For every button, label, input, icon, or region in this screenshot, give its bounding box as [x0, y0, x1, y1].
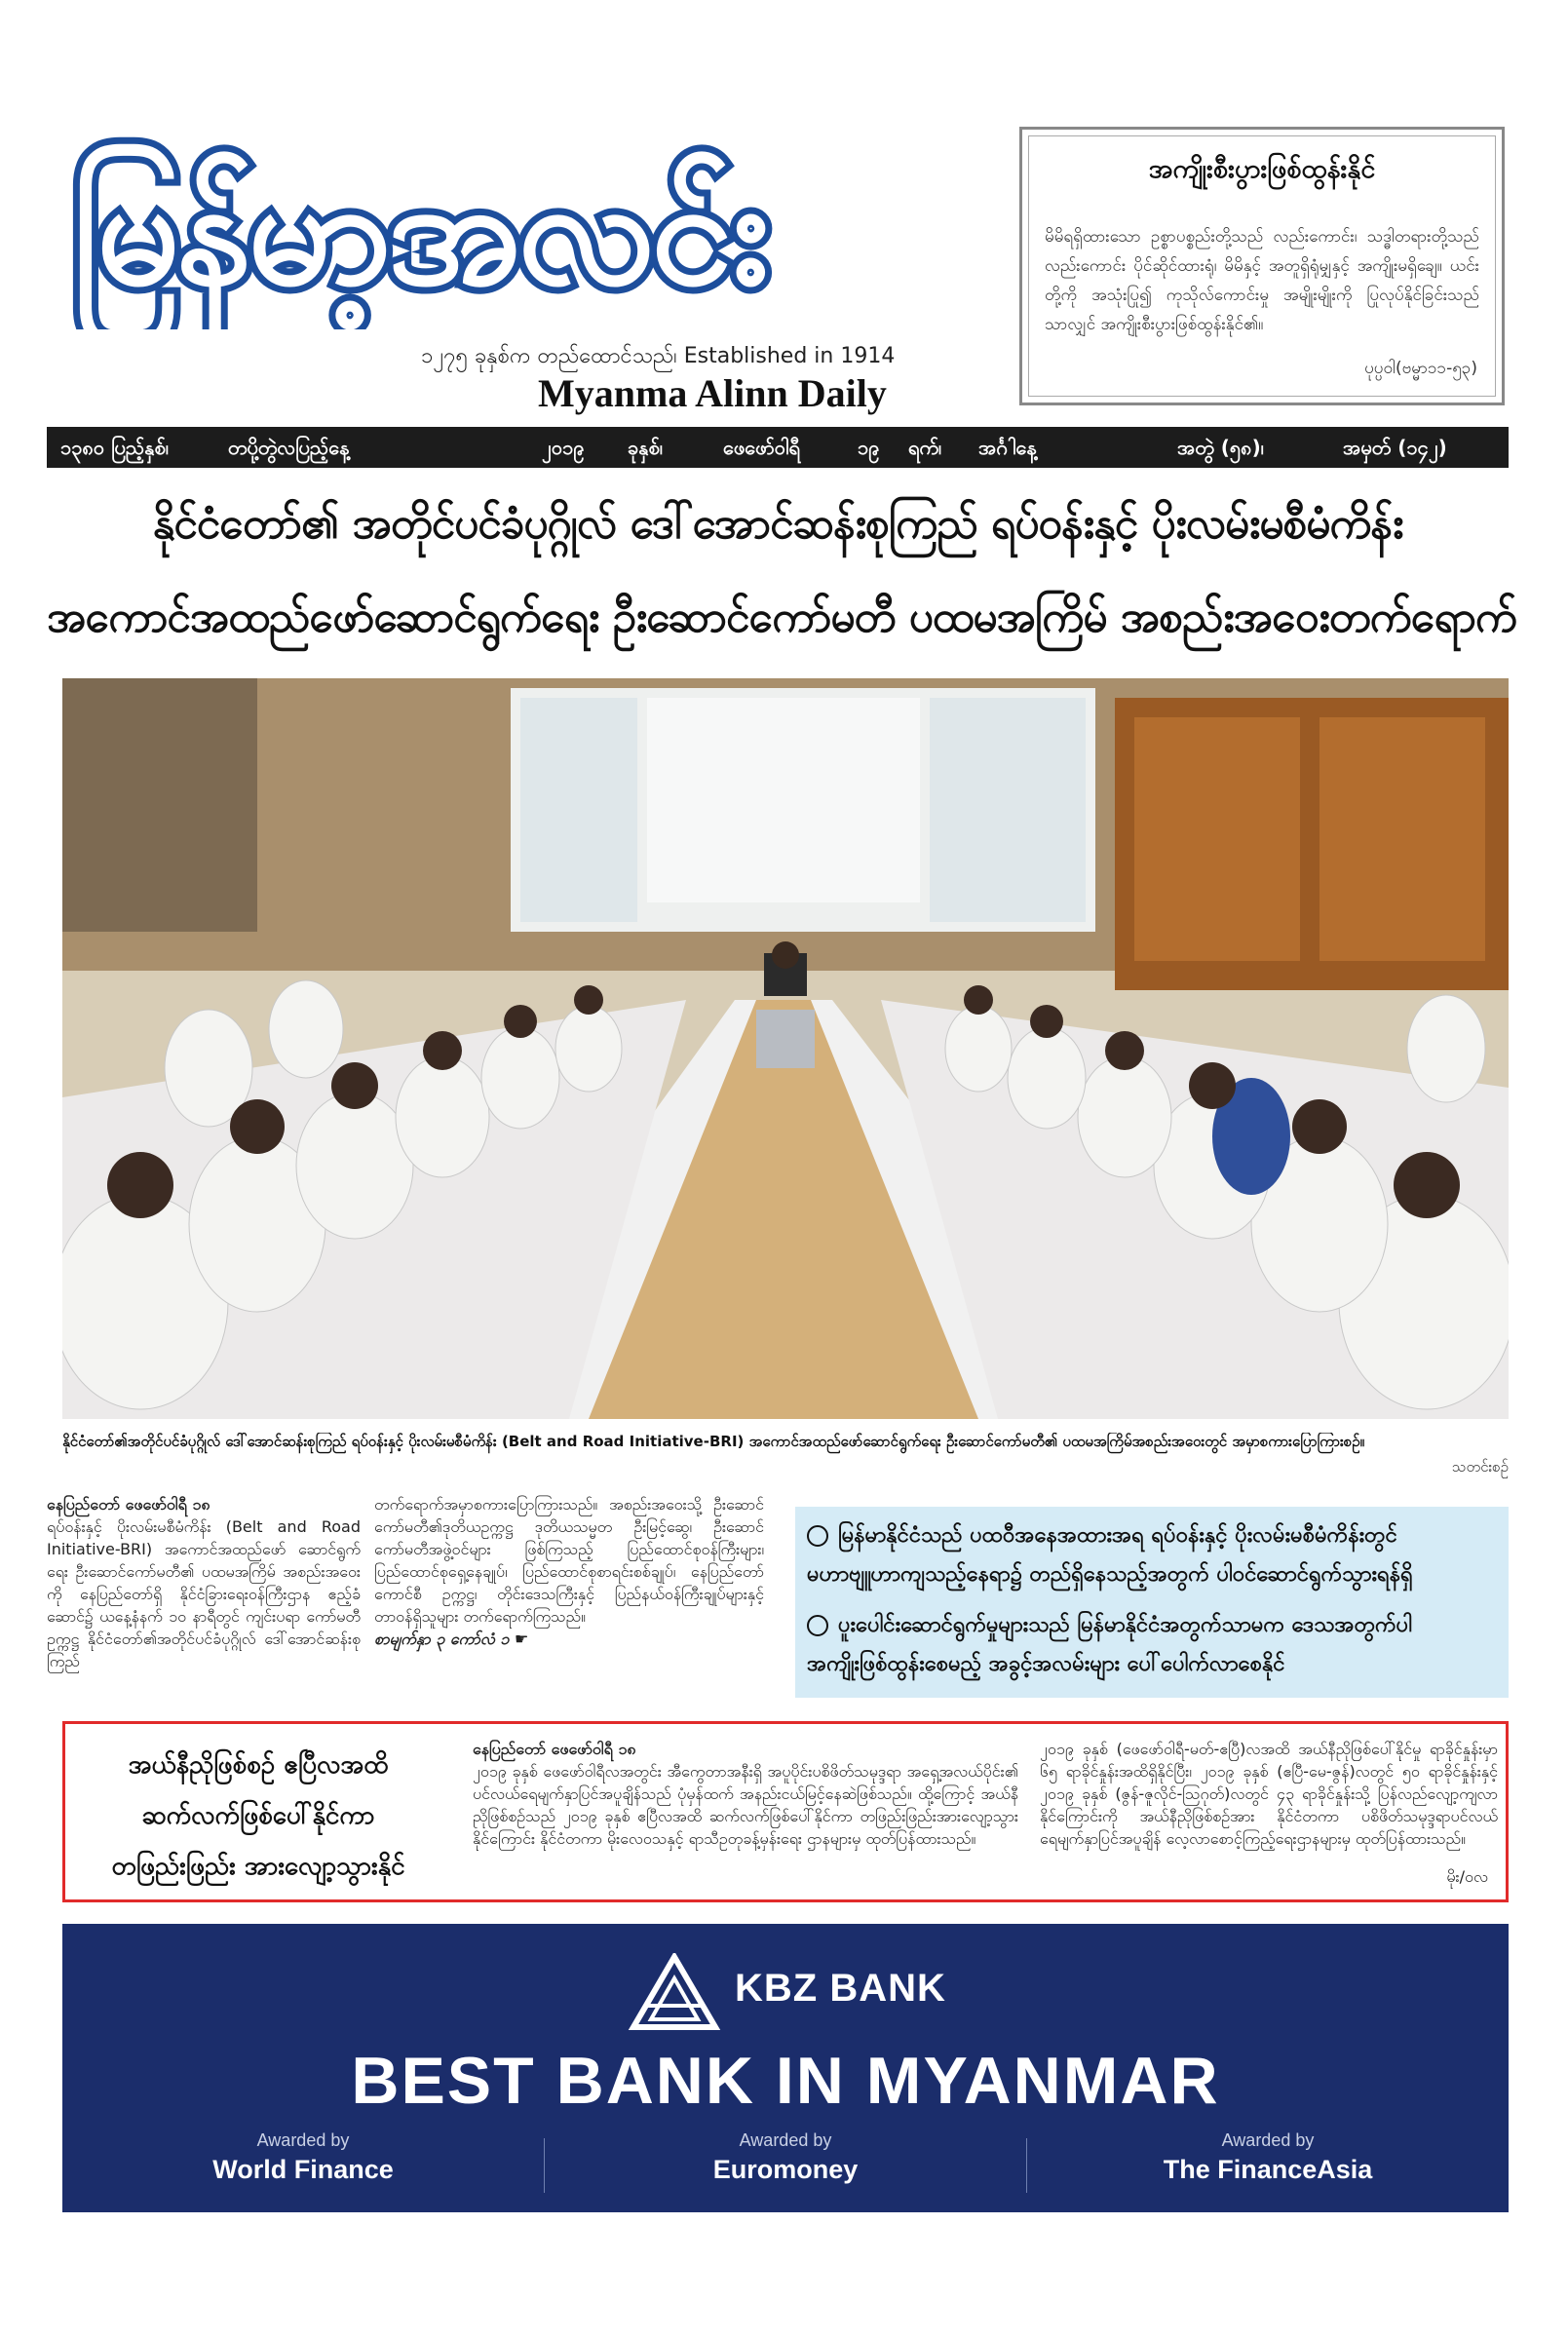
- photo-caption: နိုင်ငံတော်၏အတိုင်ပင်ခံပုဂ္ဂိုလ် ဒေါ်အောင်ဆန်းစုကြည် ရပ်ဝန်းနှင့် ပိုးလမ်းမစီမံကိန်း (Belt and Road Initiative-BRI) အကောင်အထည်ဖော်ဆောင်ရွက်ရေး ဦးဆောင်ကော်မတီ၏ ပထမအကြိမ်အစည်းအဝေးတွင် အမှာစကားပြောကြားစဉ်။: [62, 1433, 1365, 1450]
- date-month: ဖေဖော်ဝါရီ: [723, 436, 800, 459]
- meeting-photo-illustration: [62, 678, 1509, 1419]
- english-name: Myanma Alinn Daily: [538, 371, 887, 415]
- volume-number: အတွဲ (၅၈)၊: [1177, 436, 1264, 459]
- story-column-1: [47, 1493, 361, 1672]
- award-world-finance: [62, 2130, 544, 2185]
- date-year: ၂၀၁၉: [542, 436, 585, 459]
- date-weekday: အင်္ဂါနေ့: [978, 436, 1037, 459]
- established-line: ၁၂၇၅ ခုနှစ်က တည်ထောင်သည်၊ Established in 1914: [421, 344, 896, 368]
- el-nino-headline-line: အယ်နီညိုဖြစ်စဉ် ဧပြီလအထိ: [128, 1750, 389, 1780]
- el-nino-dateline: နေပြည်တော် ဖေဖော်ဝါရီ ၁၈: [473, 1740, 636, 1758]
- circle-bullet-icon: [807, 1615, 828, 1636]
- newspaper-title: မြန်မာ့အလင်း: [72, 146, 766, 318]
- kbz-logo-icon: [626, 1953, 723, 2031]
- el-nino-headline-line: ဆက်လက်ဖြစ်ပေါ်နိုင်ကာ: [141, 1801, 375, 1830]
- masthead: [62, 125, 951, 417]
- story-column-2: [374, 1493, 764, 1650]
- quote-citation: ပုပ္ပဝါ(ဗမ္မာ၁၁-၅၃): [1364, 359, 1477, 378]
- award-euromoney: [545, 2130, 1026, 2185]
- quote-box-inner: [1028, 135, 1496, 397]
- meeting-photo: [62, 678, 1509, 1419]
- quote-title: အကျိုးစီးပွားဖြစ်ထွန်းနိုင်: [1148, 154, 1376, 184]
- el-nino-column-1: [473, 1738, 1018, 1850]
- award-org: The FinanceAsia: [1163, 2155, 1373, 2184]
- el-nino-headline: [83, 1740, 434, 1892]
- el-nino-text-col1: ၂၀၁၉ ခုနှစ် ဖေဖော်ဝါရီလအတွင်း အီကွေတာအနီးရှိ အပူပိုင်းပစိဖိတ်သမုဒ္ဒရာ အရှေ့အလယ်ပိုင်း၏ ပင်လယ်ရေမျက်နှာပြင်အပူချိန်သည် ပုံမှန်ထက် အနည်းငယ်မြင့်နေဆဲဖြစ်သည်။ ထို့ကြောင့် အယ်နီညိုဖြစ်စဉ်သည် ၂၀၁၉ ခုနှစ် ဧပြီလအထိ ဆက်လက်ဖြစ်ပေါ်နိုင်ကာ တဖြည်းဖြည်းအားလျော့သွားနိုင်ကြောင်း နိုင်ငံတကာ မိုးလေဝသနှင့် ရာသီဥတုခန့်မှန်းရေး ဌာနများမှ ထုတ်ပြန်ထားသည်။: [473, 1762, 1018, 1848]
- masthead-logo: [62, 125, 951, 339]
- el-nino-text-col2: ၂၀၁၉ ခုနှစ် (ဖေဖော်ဝါရီ-မတ်-ဧပြီ)လအထိ အယ်နီညိုဖြစ်ပေါ်နိုင်မှု ရာခိုင်နှုန်းမှာ ၆၅ ရာခိုင်နှုန်းအထိရှိနိုင်ပြီး၊ ၂၀၁၉ ခုနှစ် (ဧပြီ-မေ-ဇွန်)လတွင် ၅၀ ရာခိုင်နှုန်းနှင့် ၂၀၁၉ ခုနှစ် (ဇွန်-ဇူလိုင်-ဩဂုတ်)လတွင် ၄၃ ရာခိုင်နှုန်းသို့ ပြန်လည်လျော့ကျလာနိုင်ကြောင်းကို အယ်နီညိုဖြစ်စဉ်အား နိုင်ငံတကာ ပစိဖိတ်သမုဒ္ဒရာပင်လယ်ရေမျက်နှာပြင်အပူချိန် လေ့လာစောင့်ကြည့်ရေးဌာနများမှ ထုတ်ပြန်ထားသည်။: [1040, 1740, 1498, 1848]
- el-nino-headline-line: တဖြည်းဖြည်း အားလျော့သွားနိုင်: [111, 1852, 405, 1881]
- story-text-col2: တက်ရောက်အမှာစကားပြောကြားသည်။ အစည်းအဝေးသို့ ဦးဆောင်ကော်မတီ၏ဒုတိယဥက္ကဋ္ဌ ဒုတိယသမ္မတ ဦးမြင့်ဆွေ၊ ဦးဆောင်ကော်မတီအဖွဲ့ဝင်များ ဖြစ်ကြသည့် ပြည်ထောင်စုဝန်ကြီးများ၊ ပြည်ထောင်စုရှေ့နေချုပ်၊ ပြည်ထောင်စုစာရင်းစစ်ချုပ်၊ နေပြည်တော်ကောင်စီ ဥက္ကဋ္ဌ၊ တိုင်းဒေသကြီးနှင့် ပြည်နယ်ဝန်ကြီးချုပ်များနှင့် တာဝန်ရှိသူများ တက်ရောက်ကြသည်။: [374, 1495, 764, 1626]
- highlight-item: [807, 1606, 1497, 1684]
- award-label: Awarded by: [1221, 2130, 1315, 2150]
- story-continued: စာမျက်နှာ ၃ ကော်လံ ၁ ☛: [374, 1630, 529, 1648]
- highlight-text: ပူးပေါင်းဆောင်ရွက်မှုများသည် မြန်မာနိုင်ငံအတွက်သာမက ဒေသအတွက်ပါ အကျိုးဖြစ်ထွန်းစေမည့် အခွင့်အလမ်းများ ပေါ်ပေါက်လာစေနိုင်: [807, 1613, 1412, 1676]
- circle-bullet-icon: [807, 1525, 828, 1547]
- main-headline-line-1: နိုင်ငံတော်၏ အတိုင်ပင်ခံပုဂ္ဂိုလ် ဒေါ်အောင်ဆန်းစုကြည် ရပ်ဝန်းနှင့် ပိုးလမ်းမစီမံကိန်း: [152, 499, 1403, 549]
- quote-text: မိမိရရှိထားသော ဥစ္စာပစ္စည်းတို့သည် လည်းကောင်း၊ သဒ္ဓါတရားတို့သည် လည်းကောင်း ပိုင်ဆိုင်ထားရုံ၊ မိမိနှင့် အတူရှိရုံမျှနှင့် အကျိုးမရှိချေ။ ယင်းတို့ကို အသုံးပြု၍ ကုသိုလ်ကောင်းမှု အမျိုးမျိုးကို ပြုလုပ်နိုင်ခြင်းသည်သာလျှင် အကျိုးစီးပွားဖြစ်ထွန်းနိုင်၏။: [1045, 227, 1479, 334]
- main-headline-line-2: အကောင်အထည်ဖော်ဆောင်ရွက်ရေး ဦးဆောင်ကော်မတီ ပထမအကြိမ် အစည်းအဝေးတက်ရောက်: [47, 593, 1516, 642]
- ad-bank-name: KBZ BANK: [735, 1967, 946, 2010]
- award-financeasia: [1027, 2130, 1509, 2185]
- photo-credit: သတင်းစဉ်: [1452, 1458, 1509, 1476]
- highlight-text: မြန်မာနိုင်ငံသည် ပထဝီအနေအထားအရ ရပ်ဝန်းနှင့် ပိုးလမ်းမစီမံကိန်းတွင် မဟာဗျူဟာကျသည့်နေရာ၌ တည်ရှိနေသည့်အတွက် ပါဝင်ဆောင်ရွက်သွားရန်ရှိ: [807, 1523, 1413, 1587]
- award-org: World Finance: [212, 2155, 394, 2184]
- ad-headline: BEST BANK IN MYANMAR: [351, 2044, 1220, 2118]
- el-nino-column-2: [1040, 1738, 1498, 1850]
- date-bar: [47, 427, 1509, 468]
- date-month-mm: တပို့တွဲလပြည့်နေ့: [228, 436, 350, 459]
- award-org: Euromoney: [712, 2155, 859, 2184]
- el-nino-citation: မိုး/၀လ: [1446, 1867, 1488, 1886]
- award-label: Awarded by: [739, 2130, 832, 2150]
- highlight-box: [795, 1507, 1509, 1698]
- award-label: Awarded by: [256, 2130, 350, 2150]
- story-text-col1: ရပ်ဝန်းနှင့် ပိုးလမ်းမစီမံကိန်း (Belt and Road Initiative-BRI) အကောင်အထည်ဖော် ဆောင်ရွက်ရေး ဦးဆောင်ကော်မတီ၏ ပထမအကြိမ် အစည်းအဝေးကို နေပြည်တော်ရှိ နိုင်ငံခြားရေးဝန်ကြီးဌာန ဧည့်ခံဆောင်၌ ယနေ့နံနက် ၁၀ နာရီတွင် ကျင်းပရာ ကော်မတီဥက္ကဋ္ဌ နိုင်ငံတော်၏အတိုင်ပင်ခံပုဂ္ဂိုလ် ဒေါ်အောင်ဆန်းစုကြည်: [47, 1517, 361, 1670]
- story-dateline: နေပြည်တော် ဖေဖော်ဝါရီ ၁၈: [47, 1495, 210, 1514]
- date-year-word: ခုနှစ်၊: [628, 436, 663, 459]
- issue-number: အမှတ် (၁၄၂): [1343, 436, 1447, 459]
- kbz-bank-advertisement: [62, 1924, 1509, 2212]
- el-nino-story-box: [62, 1721, 1509, 1902]
- date-day-word: ရက်၊: [908, 436, 942, 459]
- date-day: ၁၉: [858, 436, 880, 459]
- highlight-item: [807, 1516, 1497, 1594]
- date-year-mm: ၁၃၈၀ ပြည့်နှစ်၊: [60, 436, 169, 459]
- quote-box: [1019, 127, 1505, 405]
